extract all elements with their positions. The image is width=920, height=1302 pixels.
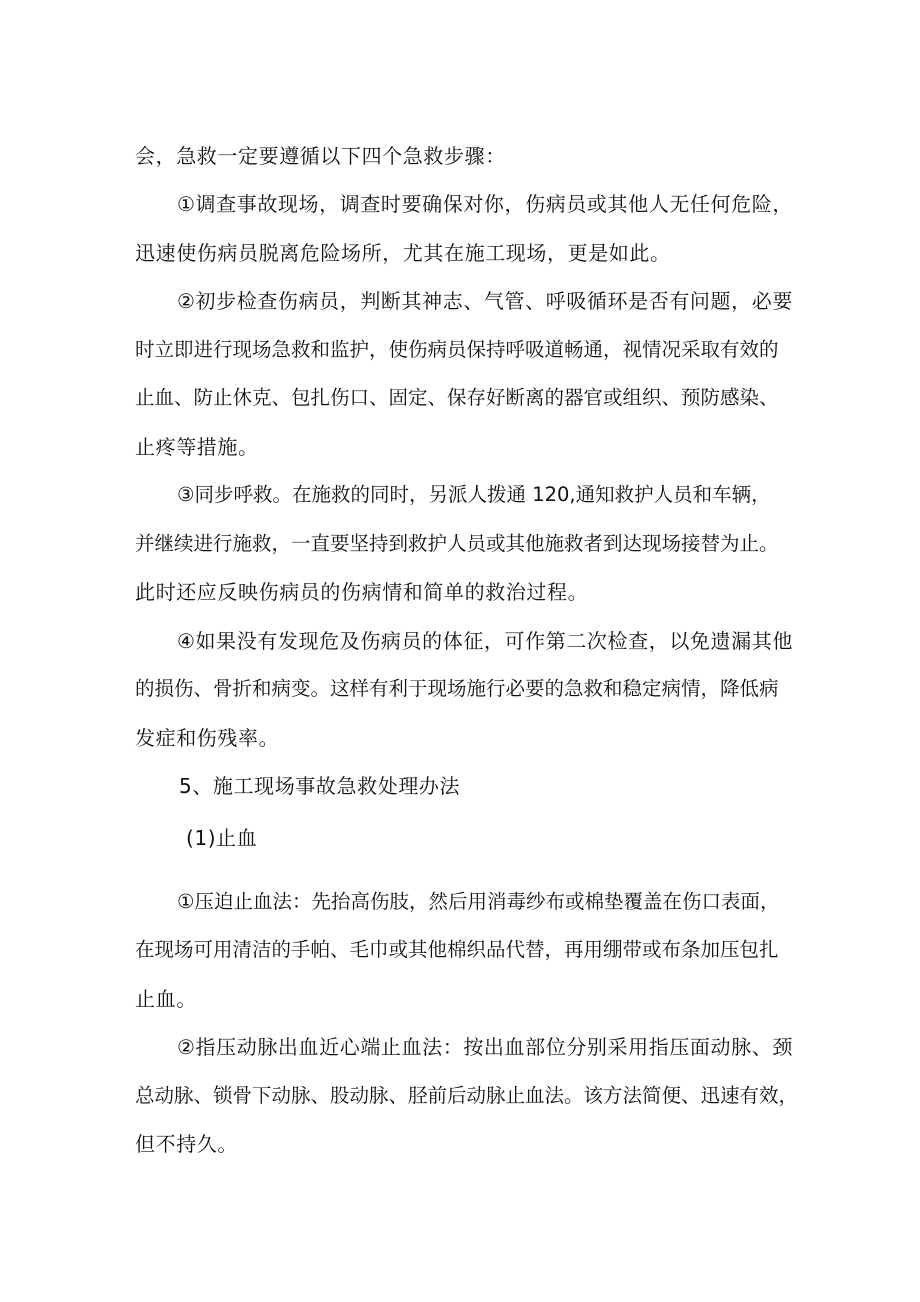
text-line: ①压迫止血法：先抬高伤肢，然后用消毒纱布或棉垫覆盖在伤口表面， (177, 890, 780, 913)
text-line: ④如果没有发现危及伤病员的体征，可作第二次检查，以免遗漏其他 (177, 629, 793, 653)
text-line: ②初步检查伤病员，判断其神志、气管、呼吸循环是否有问题，必要 (177, 289, 793, 313)
text-line: 并继续进行施救，一直要坚持到救护人员或其他施救者到达现场接替为止。 (135, 532, 779, 555)
text-line: 此时还应反映伤病员的伤病情和简单的救治过程。 (135, 580, 589, 604)
text-line: ①调查事故现场，调查时要确保对你，伤病员或其他人无任何危险， (177, 192, 793, 216)
text-line: 会，急救一定要遵循以下四个急救步骤： (135, 144, 506, 168)
text-line: 总动脉、锁骨下动脉、股动脉、胫前后动脉止血法。该方法简便、迅速有效， (135, 1084, 799, 1107)
text-line: 发症和伤残率。 (135, 726, 280, 750)
text-line: 的损伤、骨折和病变。这样有利于现场施行必要的急救和稳定病情，降低病 (135, 677, 779, 700)
text-line: ②指压动脉出血近心端止血法：按出血部位分别采用指压面动脉、颈 (177, 1035, 793, 1059)
text-line: 但不持久。 (135, 1132, 238, 1156)
text-line: 在现场可用清洁的手帕、毛巾或其他棉织品代替，再用绷带或布条加压包扎 (135, 938, 779, 961)
text-line: 时立即进行现场急救和监护，使伤病员保持呼吸道畅通，视情况采取有效的 (135, 338, 779, 361)
text-line: 迅速使伤病员脱离危险场所，尤其在施工现场，更是如此。 (135, 241, 671, 265)
section-heading: 5、施工现场事故急救处理办法 (179, 774, 461, 798)
text-line: 止血。 (135, 987, 197, 1011)
text-line: 止血、防止休克、包扎伤口、固定、保存好断离的器官或组织、预防感染、 (135, 386, 779, 409)
text-line: 止疼等措施。 (135, 435, 259, 459)
subsection-heading: (1)止血 (186, 826, 258, 850)
text-line: ③同步呼救。在施救的同时，另派人拨通 120,通知救护人员和车辆， (177, 483, 771, 506)
